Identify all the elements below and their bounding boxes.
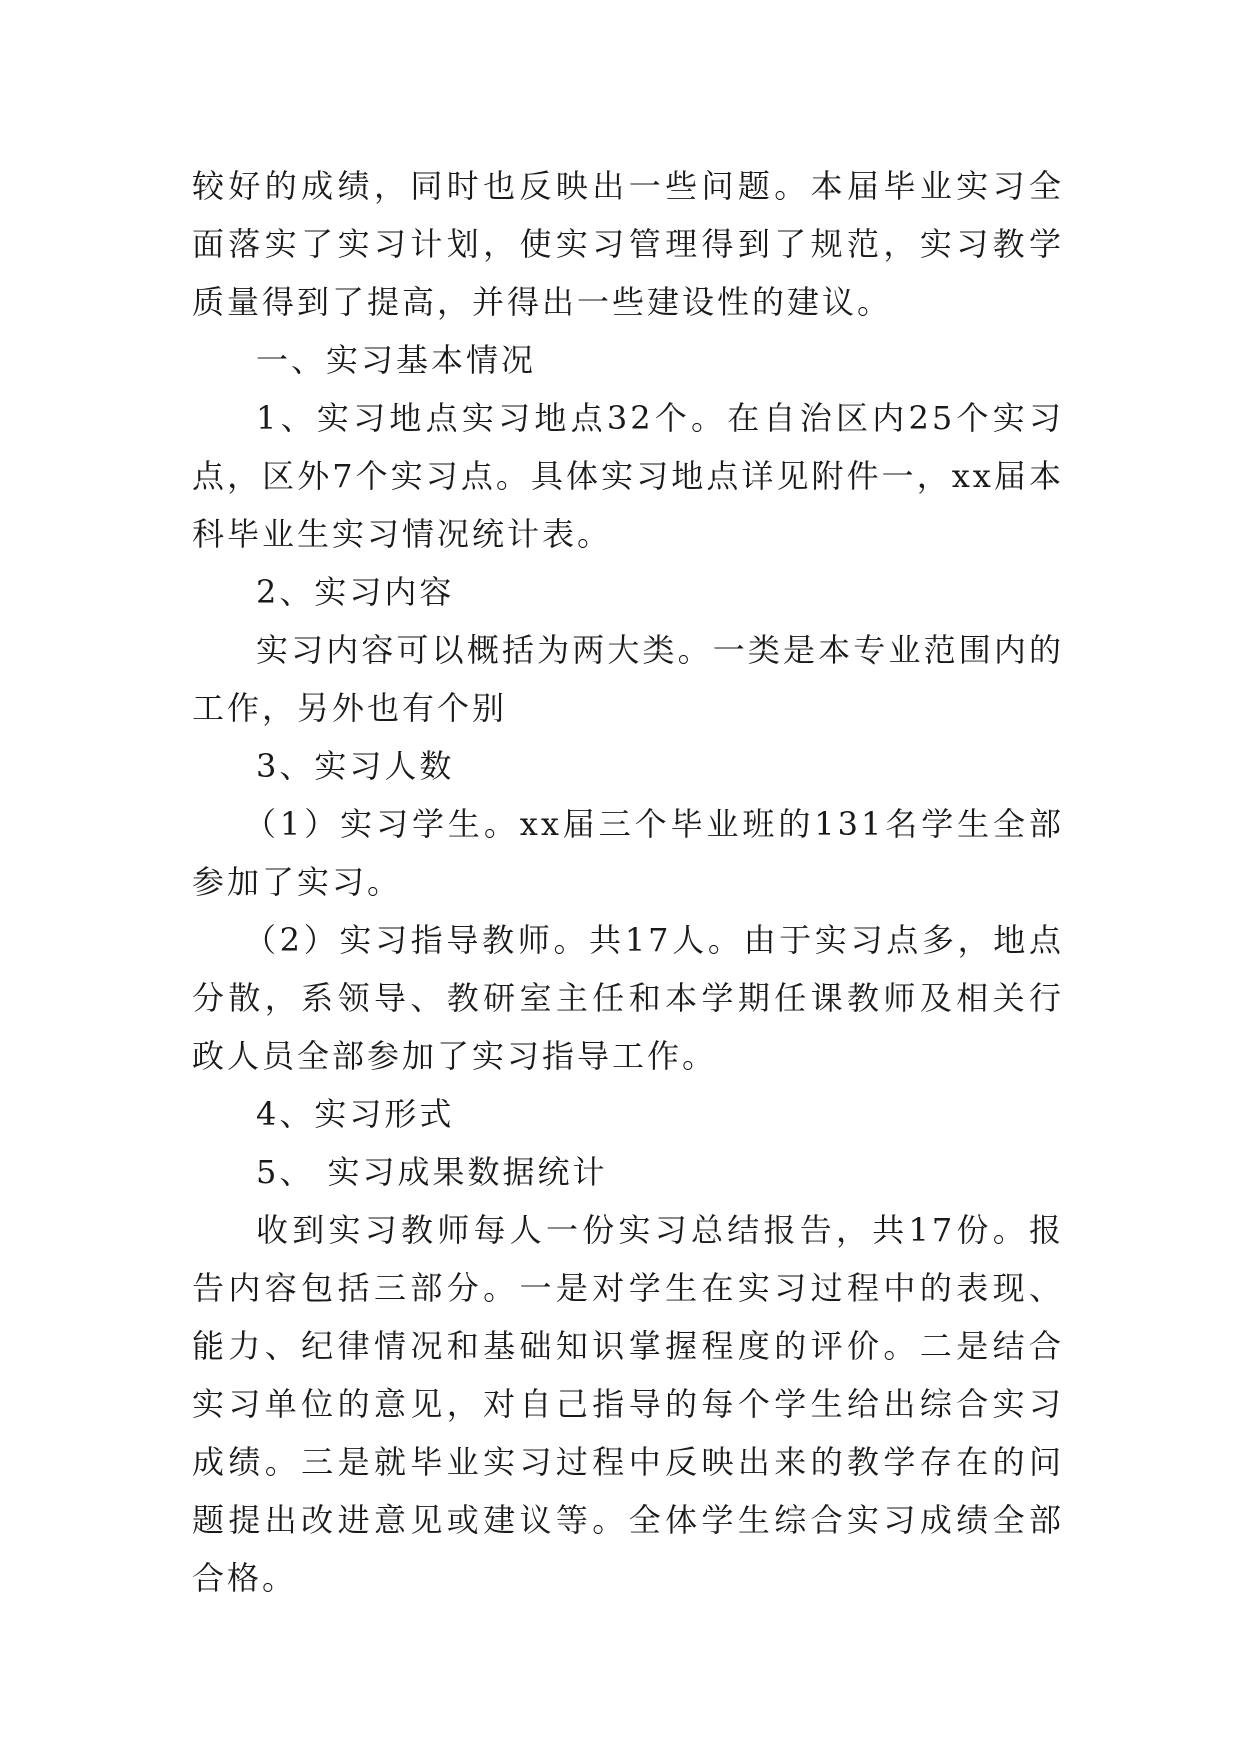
heading-internship-headcount: 3、实习人数 <box>256 747 455 785</box>
paragraph-internship-locations: 1、实习地点实习地点32个。在自治区内25个实习点，区外7个实习点。具体实习地点详见附件一，xx届本科毕业生实习情况统计表。 <box>192 399 1064 553</box>
paragraph-students: （1）实习学生。xx届三个毕业班的131名学生全部参加了实习。 <box>192 805 1064 901</box>
paragraph-results-statistics: 收到实习教师每人一份实习总结报告，共17份。报告内容包括三部分。一是对学生在实习过程中的表现、能力、纪律情况和基础知识掌握程度的评价。二是结合实习单位的意见，对自己指导的每个学生给出综合实习成绩。三是就毕业实习过程中反映出来的教学存在的问题提出改进意见或建议等。全体学生综合实习成绩全部合格。 <box>192 1211 1064 1597</box>
heading-internship-format: 4、实习形式 <box>256 1095 455 1133</box>
heading-internship-content: 2、实习内容 <box>256 573 455 611</box>
heading-results-statistics: 5、 实习成果数据统计 <box>256 1153 608 1191</box>
paragraph-intro-continuation: 较好的成绩，同时也反映出一些问题。本届毕业实习全面落实了实习计划，使实习管理得到了规范，实习教学质量得到了提高，并得出一些建设性的建议。 <box>192 167 1064 321</box>
paragraph-internship-content: 实习内容可以概括为两大类。一类是本专业范围内的工作，另外也有个别 <box>192 631 1064 727</box>
document-body <box>192 157 1064 1607</box>
paragraph-instructors: （2）实习指导教师。共17人。由于实习点多，地点分散，系领导、教研室主任和本学期任课教师及相关行政人员全部参加了实习指导工作。 <box>192 921 1064 1075</box>
heading-section-1: 一、实习基本情况 <box>256 341 537 379</box>
